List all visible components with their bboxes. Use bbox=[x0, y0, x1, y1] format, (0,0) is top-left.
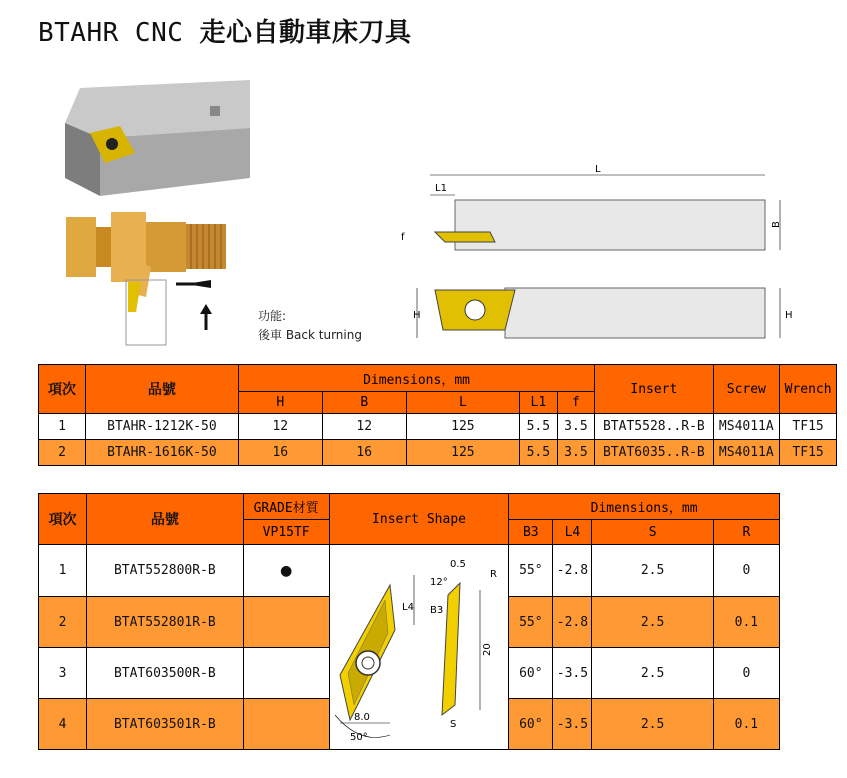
cell: BTAT5528..R-B bbox=[595, 414, 713, 440]
cell: MS4011A bbox=[713, 414, 780, 440]
col-screw: Screw bbox=[713, 365, 780, 414]
cell: BTAT6035..R-B bbox=[595, 440, 713, 466]
cell: ● bbox=[243, 545, 329, 597]
dim-L4: L4 bbox=[402, 602, 414, 613]
function-label: 功能: bbox=[258, 309, 287, 323]
col-dims: Dimensions，mm bbox=[509, 494, 780, 520]
collet-image bbox=[66, 212, 231, 352]
cell: 12 bbox=[322, 414, 406, 440]
cell bbox=[243, 648, 329, 699]
cell: BTAHR-1616K-50 bbox=[86, 440, 239, 466]
function-text bbox=[258, 307, 362, 345]
cell: BTAT552801R-B bbox=[87, 597, 243, 648]
col-part: 品號 bbox=[87, 494, 243, 545]
cell bbox=[243, 597, 329, 648]
col-insert: Insert bbox=[595, 365, 713, 414]
cell: 2 bbox=[39, 597, 87, 648]
cell: MS4011A bbox=[713, 440, 780, 466]
table-row bbox=[39, 545, 780, 597]
cell bbox=[243, 699, 329, 750]
col-L1: L1 bbox=[520, 392, 558, 414]
col-no: 項次 bbox=[39, 365, 86, 414]
cell: BTAT603501R-B bbox=[87, 699, 243, 750]
title-suffix: 走心自動車床刀具 bbox=[199, 18, 412, 48]
dim-L: L bbox=[595, 164, 601, 175]
dim-S: S bbox=[450, 719, 457, 730]
title-prefix: BTAHR CNC bbox=[38, 18, 184, 48]
dim-H-left: H bbox=[413, 310, 421, 321]
cell: 1 bbox=[39, 545, 87, 597]
cell: 0.1 bbox=[713, 597, 779, 648]
col-part: 品號 bbox=[86, 365, 239, 414]
col-grade-sub: VP15TF bbox=[243, 520, 329, 545]
dim-H-right: H bbox=[785, 310, 793, 321]
cell: -2.8 bbox=[553, 545, 592, 597]
cell: 16 bbox=[322, 440, 406, 466]
cell: 55° bbox=[509, 597, 553, 648]
cell: -3.5 bbox=[553, 699, 592, 750]
cell: 3 bbox=[39, 648, 87, 699]
cell: 2.5 bbox=[592, 597, 713, 648]
cell: 5.5 bbox=[520, 440, 558, 466]
cell: 55° bbox=[509, 545, 553, 597]
dim-f: f bbox=[401, 232, 405, 243]
holder-table bbox=[38, 364, 837, 466]
col-H: H bbox=[238, 392, 322, 414]
col-dims: Dimensions，mm bbox=[238, 365, 594, 392]
cell: 0.1 bbox=[713, 699, 779, 750]
col-L: L bbox=[406, 392, 519, 414]
dim-12: 12° bbox=[430, 577, 448, 588]
col-shape: Insert Shape bbox=[329, 494, 508, 545]
cell: 3.5 bbox=[557, 440, 595, 466]
col-B: B bbox=[322, 392, 406, 414]
dim-R: R bbox=[490, 569, 497, 580]
dim-05: 0.5 bbox=[450, 559, 466, 570]
cell: 2.5 bbox=[592, 699, 713, 750]
dim-20: 20 bbox=[482, 643, 493, 656]
dim-B3: B3 bbox=[430, 605, 444, 616]
col-L4: L4 bbox=[553, 520, 592, 545]
col-f: f bbox=[557, 392, 595, 414]
col-wrench: Wrench bbox=[780, 365, 837, 414]
cell: 0 bbox=[713, 545, 779, 597]
cell: 4 bbox=[39, 699, 87, 750]
cell: BTAHR-1212K-50 bbox=[86, 414, 239, 440]
dim-50: 50° bbox=[350, 732, 368, 743]
cell: 2.5 bbox=[592, 648, 713, 699]
col-B3: B3 bbox=[509, 520, 553, 545]
cell: 125 bbox=[406, 440, 519, 466]
page-title bbox=[38, 12, 412, 49]
insert-table bbox=[38, 493, 780, 750]
col-R: R bbox=[713, 520, 779, 545]
col-S: S bbox=[592, 520, 713, 545]
cell: -3.5 bbox=[553, 648, 592, 699]
tool-holder-image bbox=[60, 78, 255, 198]
cell: 60° bbox=[509, 699, 553, 750]
cell: BTAT603500R-B bbox=[87, 648, 243, 699]
cell: 60° bbox=[509, 648, 553, 699]
cell: 12 bbox=[238, 414, 322, 440]
cell: BTAT552800R-B bbox=[87, 545, 243, 597]
table-row bbox=[39, 440, 837, 466]
cell: 5.5 bbox=[520, 414, 558, 440]
cell: 125 bbox=[406, 414, 519, 440]
cell: TF15 bbox=[780, 440, 837, 466]
dim-L1: L1 bbox=[435, 183, 447, 194]
col-grade: GRADE材質 bbox=[243, 494, 329, 520]
cell: -2.8 bbox=[553, 597, 592, 648]
dim-8: 8.0 bbox=[354, 712, 370, 723]
cell: 1 bbox=[39, 414, 86, 440]
cell: 16 bbox=[238, 440, 322, 466]
cell: TF15 bbox=[780, 414, 837, 440]
cell: 3.5 bbox=[557, 414, 595, 440]
cell: 2.5 bbox=[592, 545, 713, 597]
insert-shape-cell bbox=[329, 545, 508, 750]
cell: 2 bbox=[39, 440, 86, 466]
col-no: 項次 bbox=[39, 494, 87, 545]
table-row bbox=[39, 414, 837, 440]
tool-drawing bbox=[395, 160, 805, 350]
function-value: 後車 Back turning bbox=[258, 328, 362, 342]
dim-B: B bbox=[771, 221, 782, 228]
cell: 0 bbox=[713, 648, 779, 699]
insert-shape-drawing bbox=[330, 545, 508, 745]
